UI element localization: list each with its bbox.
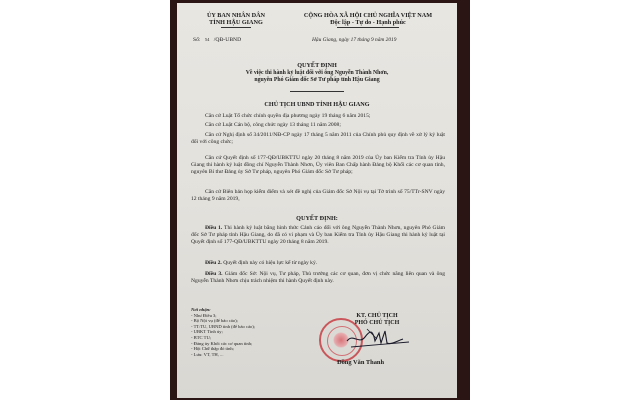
ground-4: Căn cứ Quyết định số 177-QĐ/UBKTTU ngày 20 tháng 8 năm 2019 của Ủy ban Kiểm tra Tỉnh ủy Hậu Giang thi hành kỷ luật đồng chí Nguyễn Thành Nhơn, Ủy viên Ban Chấp hành Đảng bộ Khối các cơ quan tỉnh, nguyên Bí thư Đảng ủy Sở Tư pháp, nguyên Phó Giám đốc Sở Tư pháp;	[191, 155, 445, 175]
handwritten-signature-icon	[337, 327, 417, 351]
recipient-item: - Đảng ủy Khối các cơ quan tỉnh;	[191, 340, 253, 346]
recipient-item: - Hội Chữ thập đỏ tỉnh;	[191, 346, 234, 352]
recipient-item: - Bộ Nội vụ (để báo cáo);	[191, 318, 238, 324]
recipient-item: - Lưu: VT, TH, ...	[191, 351, 224, 357]
recipient-item: - Như Điều 3;	[191, 312, 217, 318]
recipient-item: - BTC TU;	[191, 334, 212, 340]
signer-name: Đồng Văn Thanh	[337, 359, 385, 366]
recipient-item: - TT:TU, UBND tỉnh (để báo cáo);	[191, 323, 256, 329]
decision-heading: QUYẾT ĐỊNH:	[296, 215, 338, 222]
article-3-text: Giám đốc Sở: Nội vụ, Tư pháp, Thủ trưởng các cơ quan, đơn vị chức năng liên quan và ông Nguyễn Thành Nhơn chịu trách nhiệm thi hành Quyết định này.	[191, 271, 445, 284]
article-1-label: Điều 1.	[205, 225, 223, 231]
article-2-text: Quyết định này có hiệu lực kể từ ngày ký.	[223, 260, 318, 266]
issuer-underline	[221, 27, 251, 28]
title-divider	[290, 91, 344, 92]
article-2	[191, 260, 445, 267]
ground-1: Căn cứ Luật Tổ chức chính quyền địa phương ngày 19 tháng 6 năm 2015;	[205, 113, 371, 119]
article-1	[191, 225, 445, 246]
number-suffix: /QĐ-UBND	[213, 37, 242, 43]
subject-line-1: Về việc thi hành kỷ luật đối với ông Nguyễn Thành Nhơn,	[245, 70, 389, 76]
ground-2: Căn cứ Luật Cán bộ, công chức ngày 13 tháng 11 năm 2008;	[205, 122, 341, 128]
motto-line: Độc lập - Tự do - Hạnh phúc	[330, 19, 406, 26]
country-name: CỘNG HÒA XÃ HỘI CHỦ NGHĨA VIỆT NAM	[303, 12, 433, 19]
signature-title	[327, 313, 427, 327]
ground-3: Căn cứ Nghị định số 34/2011/NĐ-CP ngày 17 tháng 5 năm 2011 của Chính phủ quy định về xử lý kỷ luật đối với công chức;	[191, 132, 445, 145]
signature-line-1: KT. CHỦ TỊCH	[356, 313, 398, 319]
document-page	[177, 3, 457, 398]
document-title: QUYẾT ĐỊNH	[297, 62, 337, 69]
ground-5: Căn cứ Biên bản họp kiểm điểm và xét đề nghị của Giám đốc Sở Nội vụ tại Tờ trình số 75/TTr-SNV ngày 12 tháng 9 năm 2019,	[191, 189, 445, 202]
recipients-block	[191, 307, 255, 357]
article-1-text: Thi hành kỷ luật bằng hình thức Cảnh cáo đối với ông Nguyễn Thành Nhơn, nguyên Phó Giám đốc Sở Tư pháp tỉnh Hậu Giang, do đã có vi phạm và Ủy ban Kiểm tra Tỉnh ủy Hậu Giang thi hành kỷ luật tại Quyết định số 177-QĐ/UBKTTU ngày 20 tháng 8 năm 2019.	[191, 225, 445, 245]
issuer-line-1: ỦY BAN NHÂN DÂN	[206, 12, 266, 19]
place-date: Hậu Giang, ngày 17 tháng 9 năm 2019	[312, 37, 397, 43]
national-motto	[285, 12, 451, 26]
article-3	[191, 271, 445, 285]
recipients-heading: Nơi nhận:	[191, 307, 211, 312]
number-value: 54	[204, 37, 210, 42]
number-label: Số:	[193, 37, 201, 43]
recipient-item: - UBKT Tỉnh ủy;	[191, 329, 223, 335]
signature-line-2: PHÓ CHỦ TỊCH	[354, 320, 400, 326]
authority-heading: CHỦ TỊCH UBND TỈNH HẬU GIANG	[264, 101, 370, 108]
motto-underline	[337, 27, 399, 28]
issuer-name	[191, 12, 281, 26]
issuer-line-2: TỈNH HẬU GIANG	[209, 19, 263, 26]
article-2-label: Điều 2.	[205, 260, 222, 266]
subject-line-2: nguyên Phó Giám đốc Sở Tư pháp tỉnh Hậu Giang	[254, 77, 380, 83]
document-number	[193, 37, 241, 43]
article-3-label: Điều 3.	[205, 271, 223, 277]
